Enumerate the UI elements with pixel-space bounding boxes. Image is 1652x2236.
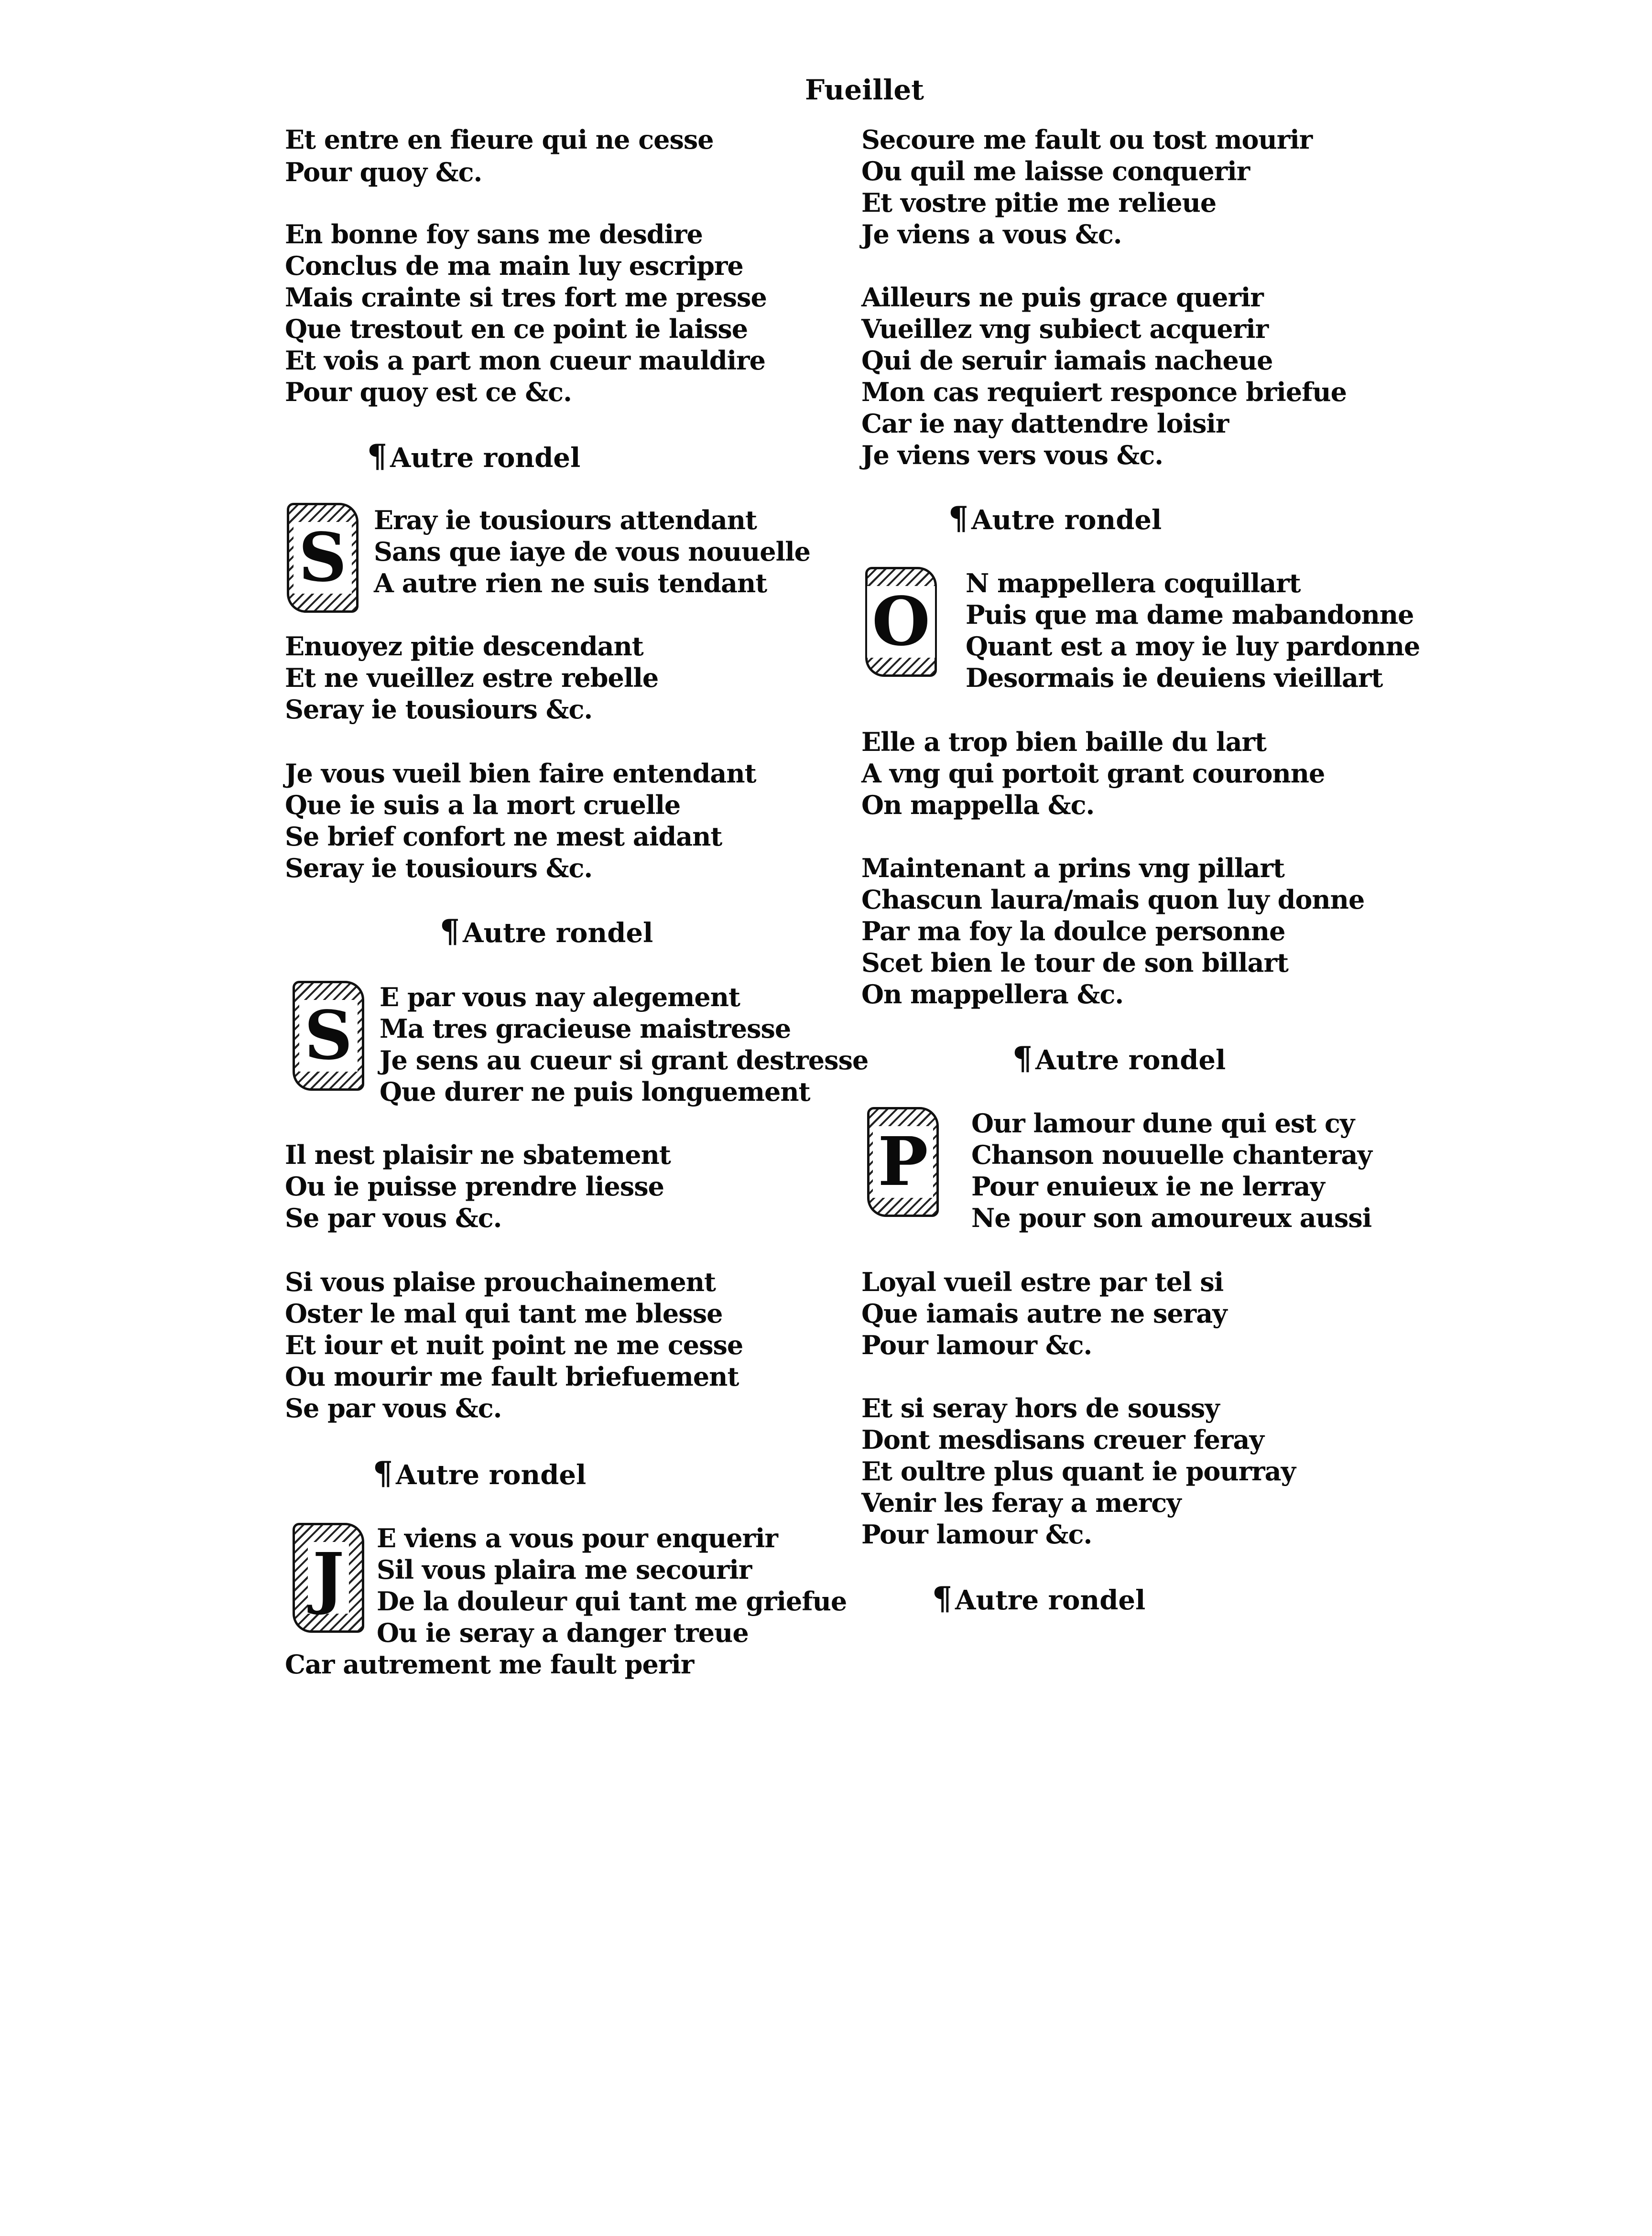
verse-line: Je vous vueil bien faire entendant bbox=[285, 758, 756, 789]
verse-line: Pour quoy &c. bbox=[285, 157, 482, 187]
verse-line: Car autrement me fault perir bbox=[285, 1649, 694, 1680]
verse-line: Eray ie tousiours attendant bbox=[374, 505, 757, 535]
verse-line: Il nest plaisir ne sbatement bbox=[285, 1140, 671, 1170]
decorated-initial bbox=[293, 1523, 364, 1633]
verse-line: A vng qui portoit grant couronne bbox=[861, 758, 1325, 789]
decorated-initial bbox=[865, 567, 937, 677]
pilcrow-icon: ¶ bbox=[367, 437, 387, 475]
verse-line: E par vous nay alegement bbox=[380, 982, 740, 1012]
verse-line: Seray ie tousiours &c. bbox=[285, 694, 593, 725]
verse-line: Ou quil me laisse conquerir bbox=[861, 156, 1250, 186]
section-heading-text: Autre rondel bbox=[396, 1459, 587, 1491]
verse-line: Maintenant a prins vng pillart bbox=[861, 853, 1284, 883]
verse-line: Et oultre plus quant ie pourray bbox=[861, 1456, 1295, 1487]
verse-line: Desormais ie deuiens vieillart bbox=[966, 662, 1383, 693]
verse-line: De la douleur qui tant me griefue bbox=[377, 1586, 847, 1617]
section-heading-text: Autre rondel bbox=[463, 917, 653, 949]
verse-line: Dont mesdisans creuer feray bbox=[861, 1424, 1264, 1455]
verse-line: Quant est a moy ie luy pardonne bbox=[966, 631, 1420, 662]
initial-letter: J bbox=[308, 1542, 349, 1614]
verse-line: Loyal vueil estre par tel si bbox=[861, 1267, 1224, 1297]
pilcrow-icon: ¶ bbox=[440, 912, 460, 950]
verse-line: Chanson nouuelle chanteray bbox=[971, 1140, 1372, 1170]
verse-line: On mappella &c. bbox=[861, 790, 1095, 820]
verse-line: Venir les feray a mercy bbox=[861, 1487, 1181, 1518]
section-heading bbox=[1012, 1040, 1226, 1077]
verse-line: Qui de seruir iamais nacheue bbox=[861, 345, 1273, 376]
verse-line: A autre rien ne suis tendant bbox=[374, 568, 767, 598]
verse-line: Et si seray hors de soussy bbox=[861, 1393, 1219, 1423]
verse-line: Puis que ma dame mabandonne bbox=[966, 599, 1414, 630]
section-heading-text: Autre rondel bbox=[955, 1585, 1146, 1616]
verse-line: Chascun laura/mais quon luy donne bbox=[861, 884, 1365, 915]
verse-line: Mon cas requiert responce briefue bbox=[861, 377, 1347, 407]
verse-line: Ou ie seray a danger treue bbox=[377, 1617, 749, 1648]
running-head: Fueillet bbox=[805, 74, 924, 106]
section-heading bbox=[440, 912, 653, 950]
section-heading-text: Autre rondel bbox=[971, 504, 1162, 536]
verse-line: Scet bien le tour de son billart bbox=[861, 947, 1288, 978]
verse-line: Ailleurs ne puis grace querir bbox=[861, 282, 1263, 313]
verse-line: Et ne vueillez estre rebelle bbox=[285, 662, 659, 693]
initial-letter: O bbox=[867, 586, 935, 658]
verse-line: Conclus de ma main luy escripre bbox=[285, 250, 743, 281]
verse-line: Se brief confort ne mest aidant bbox=[285, 821, 722, 852]
verse-line: Oster le mal qui tant me blesse bbox=[285, 1298, 723, 1329]
verse-line: Ou ie puisse prendre liesse bbox=[285, 1171, 664, 1202]
verse-line: Mais crainte si tres fort me presse bbox=[285, 282, 767, 313]
verse-line: Pour quoy est ce &c. bbox=[285, 377, 572, 407]
verse-line: Ou mourir me fault briefuement bbox=[285, 1361, 739, 1392]
verse-line: Se par vous &c. bbox=[285, 1203, 502, 1233]
verse-line: Vueillez vng subiect acquerir bbox=[861, 314, 1269, 344]
decorated-initial bbox=[293, 981, 364, 1091]
section-heading bbox=[373, 1454, 587, 1492]
verse-line: Et vois a part mon cueur mauldire bbox=[285, 345, 765, 376]
verse-line: E viens a vous pour enquerir bbox=[377, 1523, 778, 1553]
pilcrow-icon: ¶ bbox=[1012, 1040, 1032, 1077]
section-heading-text: Autre rondel bbox=[390, 442, 581, 474]
pilcrow-icon: ¶ bbox=[932, 1580, 952, 1617]
verse-line: Ma tres gracieuse maistresse bbox=[380, 1013, 791, 1044]
verse-line: Je viens vers vous &c. bbox=[861, 440, 1163, 470]
verse-line: Je sens au cueur si grant destresse bbox=[380, 1045, 869, 1075]
verse-line: Que iamais autre ne seray bbox=[861, 1298, 1227, 1329]
verse-line: Je viens a vous &c. bbox=[861, 219, 1122, 250]
section-heading bbox=[948, 499, 1162, 537]
verse-line: Si vous plaise prouchainement bbox=[285, 1267, 716, 1297]
verse-line: Sans que iaye de vous nouuelle bbox=[374, 536, 810, 567]
verse-line: Par ma foy la doulce personne bbox=[861, 916, 1285, 946]
pilcrow-icon: ¶ bbox=[948, 499, 968, 537]
section-heading bbox=[367, 437, 581, 475]
verse-line: Our lamour dune qui est cy bbox=[971, 1108, 1355, 1139]
verse-line: Et iour et nuit point ne me cesse bbox=[285, 1330, 743, 1360]
verse-line: Se par vous &c. bbox=[285, 1393, 502, 1423]
verse-line: Elle a trop bien baille du lart bbox=[861, 727, 1266, 757]
verse-line: Et entre en fieure qui ne cesse bbox=[285, 124, 714, 155]
initial-letter: S bbox=[293, 522, 351, 594]
initial-letter: P bbox=[873, 1126, 933, 1198]
initial-letter: S bbox=[299, 1000, 357, 1072]
verse-line: Que ie suis a la mort cruelle bbox=[285, 790, 681, 820]
verse-line: On mappellera &c. bbox=[861, 979, 1124, 1009]
verse-line: Que durer ne puis longuement bbox=[380, 1076, 810, 1107]
verse-line: Ne pour son amoureux aussi bbox=[971, 1203, 1372, 1233]
verse-line: Sil vous plaira me secourir bbox=[377, 1554, 752, 1585]
verse-line: Secoure me fault ou tost mourir bbox=[861, 124, 1313, 155]
decorated-initial bbox=[287, 503, 359, 613]
decorated-initial bbox=[867, 1107, 939, 1217]
verse-line: N mappellera coquillart bbox=[966, 568, 1301, 598]
verse-line: Enuoyez pitie descendant bbox=[285, 631, 643, 662]
verse-line: Car ie nay dattendre loisir bbox=[861, 408, 1229, 439]
pilcrow-icon: ¶ bbox=[373, 1454, 393, 1492]
verse-line: Seray ie tousiours &c. bbox=[285, 853, 593, 883]
verse-line: Et vostre pitie me relieue bbox=[861, 187, 1217, 218]
verse-line: Pour lamour &c. bbox=[861, 1330, 1092, 1360]
verse-line: Pour lamour &c. bbox=[861, 1519, 1092, 1550]
verse-line: Pour enuieux ie ne lerray bbox=[971, 1171, 1325, 1202]
verse-line: En bonne foy sans me desdire bbox=[285, 219, 703, 250]
section-heading bbox=[932, 1580, 1146, 1617]
section-heading-text: Autre rondel bbox=[1035, 1044, 1226, 1076]
verse-line: Que trestout en ce point ie laisse bbox=[285, 314, 748, 344]
